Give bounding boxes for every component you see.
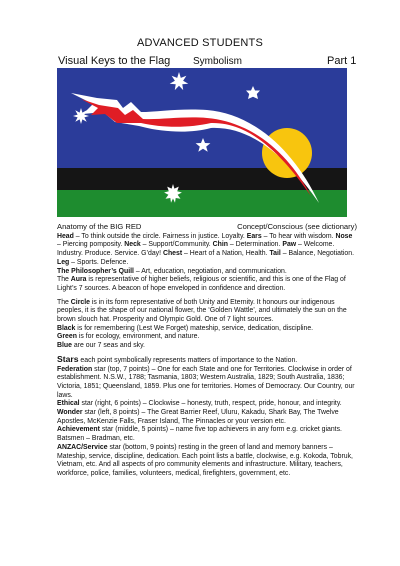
flag-image (57, 68, 347, 217)
subtitle-right: Part 1 (327, 55, 357, 67)
blue-label: Blue (57, 342, 72, 350)
part-label-tail: Tail (269, 250, 281, 258)
circle-prefix: The (57, 298, 71, 306)
federation-paragraph (57, 366, 357, 401)
part-text-neck: – Support/Community. (140, 241, 213, 249)
blue-text: are our 7 seas and sky. (71, 342, 145, 350)
black-text: is for remembering (Lest We Forget) mateship, service, dedication, discipline. (75, 324, 314, 332)
wonder-star-icon (73, 108, 89, 124)
wonder-paragraph (57, 409, 357, 426)
anatomy-header (57, 223, 357, 232)
flag-sun-circle (262, 128, 312, 178)
quill-paragraph (57, 268, 357, 277)
anzac-text: star (bottom, 9 points) resting in the green of land and memory banners – Mateship, service, discipline, dedication. Each point lists a battle, clockwise, e.g. Kokoda, Tobruk, Vietnam, etc. And all aspects of pro community elements and infrastructure. Military, teachers, workforce, police, families, volunteers, medical, firefighters, government, etc. (57, 443, 353, 477)
part-label-leg: Leg (57, 258, 70, 266)
part-label-chin: Chin (212, 241, 228, 249)
achievement-paragraph (57, 426, 357, 443)
part-label-paw: Paw (282, 241, 297, 249)
federation-label: Federation (57, 365, 93, 373)
part-label-head: Head (57, 232, 74, 240)
wonder-label: Wonder (57, 409, 83, 417)
anzac-paragraph (57, 444, 357, 479)
part-label-neck: Neck (124, 241, 141, 249)
part-text-leg: – Sports. Defence. (69, 258, 129, 266)
part-text-chin: – Determination. (227, 241, 283, 249)
part-label-ears: Ears (246, 232, 262, 240)
black-paragraph (57, 325, 357, 334)
wonder-text: star (left, 8 points) – The Great Barrier Reef, Uluru, Kakadu, Shark Bay, The Twelve Apostles, McKenzie Falls, Fraser Island, The Pinnacles or your version etc. (57, 409, 339, 425)
subtitle-left: Visual Keys to the Flag (58, 55, 171, 67)
part-label-chest: Chest (162, 250, 183, 258)
stars-label: Stars (57, 353, 79, 364)
black-label: Black (57, 324, 76, 332)
quill-label: The Philosopher’s Quill (57, 267, 134, 275)
circle-paragraph (57, 299, 357, 325)
aura-label: Aura (70, 276, 87, 284)
ethical-label: Ethical (57, 400, 80, 408)
part-text-tail: – Balance, Negotiation. (280, 250, 354, 258)
body-text (57, 223, 357, 479)
blue-paragraph (57, 342, 357, 351)
anatomy-title: Anatomy of the BIG RED (57, 222, 142, 231)
green-paragraph (57, 333, 357, 342)
part-text-paw: – Welcome. Industry. Produce. Service. G’day! (57, 241, 335, 258)
page-title: ADVANCED STUDENTS (136, 37, 264, 49)
aura-text: is representative of higher beliefs, religious or scientific, and this is one of the Flag of Light’s 7 sources. A beacon of hope enveloped in confidence and direction. (57, 276, 346, 292)
stars-intro-paragraph (57, 355, 357, 366)
federation-text: star (top, 7 points) – One for each State and one for Territories. Clockwise in order of establishment. N.S.W., 1788; Tasmania, 1803; Western Australia, 1829; South Australia, 1836; Victoria, 1851; Queensland, 1859. Plus one for territories. Homes of Democracy. Our Country, our laws. (57, 365, 355, 399)
achievement-text: star (middle, 5 points) – name five top achievers in any form e.g. cricket giants. Batsmen – Bradman, etc. (57, 426, 342, 443)
stars-intro-text: each point symbolically represents matters of importance to the Nation. (78, 356, 298, 364)
achievement-label: Achievement (57, 426, 100, 434)
aura-prefix: The (57, 276, 71, 284)
subtitle-middle: Symbolism (193, 56, 242, 67)
anatomy-parts-paragraph (57, 233, 357, 268)
part-label-nose: Nose (335, 232, 353, 240)
green-text: is for ecology, environment, and nature. (76, 333, 200, 341)
circle-label: Circle (70, 298, 90, 306)
part-text-ears: – To hear with wisdom. (261, 232, 334, 240)
quill-text: – Art, education, negotiation, and communication. (133, 267, 287, 275)
green-label: Green (57, 333, 77, 341)
ethical-paragraph (57, 400, 357, 409)
anzac-label: ANZAC/Service (57, 443, 108, 451)
part-text-chest: – Heart of a Nation, Health. (182, 250, 270, 258)
ethical-text: star (right, 6 points) – Clockwise – honesty, truth, respect, pride, honour, and integrity. (79, 400, 342, 408)
part-text-head: – To think outside the circle. Fairness in justice. Loyalty. (73, 232, 247, 240)
flag-green-band (57, 190, 347, 217)
anatomy-concept: Concept/Conscious (see dictionary) (237, 222, 357, 231)
circle-text: is in its form representative of both Unity and Eternity. It honours our indigenous peoples, it is the shape of our national flower, the ‘Golden Wattle’, and ultimately the sun on the brown slouch hat. Prosperity and Olympic Gold. One of 7 light sources. (57, 298, 347, 324)
part-text-nose: – Piercing pomposity. (57, 241, 125, 249)
aura-paragraph (57, 276, 357, 293)
